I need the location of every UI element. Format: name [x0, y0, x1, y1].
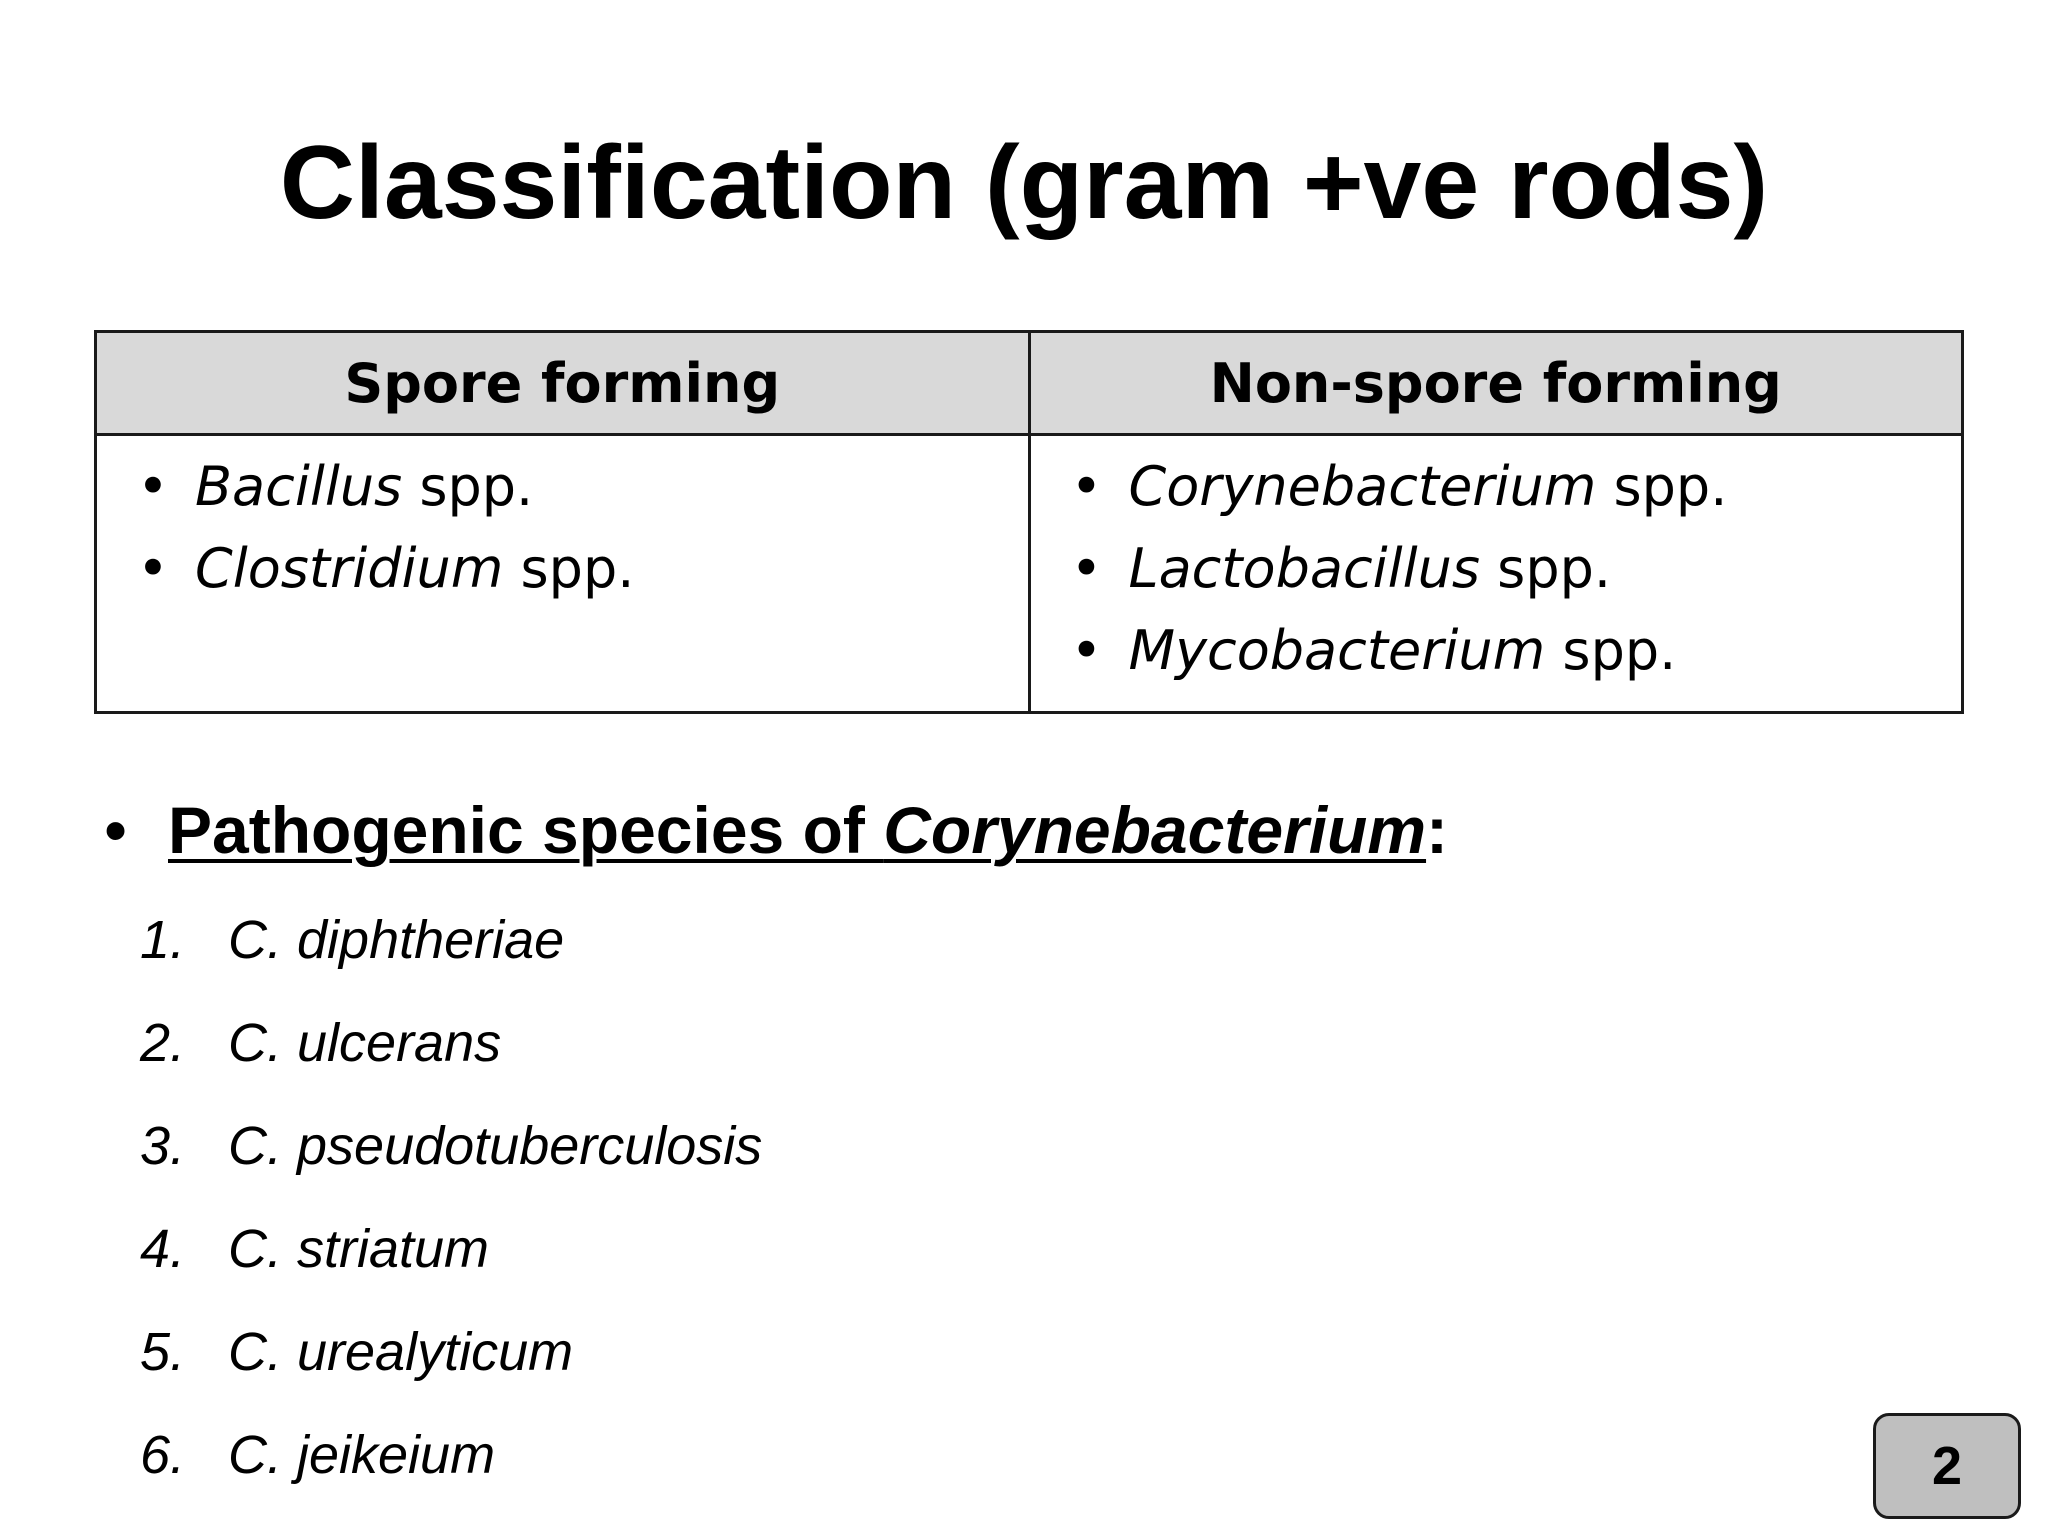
bullet-icon: •	[104, 793, 128, 867]
table-header-row	[96, 332, 1963, 435]
item-number: 5.	[140, 1322, 186, 1382]
species-name: C. jeikeium	[228, 1425, 496, 1485]
pathogenic-genus: Corynebacterium	[883, 793, 1427, 867]
bullet-icon: •	[137, 537, 169, 600]
genus-suffix: spp.	[1596, 455, 1728, 518]
genus-suffix: spp.	[1545, 619, 1677, 682]
bullet-icon: •	[1070, 619, 1103, 682]
species-list	[140, 900, 762, 1518]
species-name: C. ulcerans	[228, 1013, 502, 1073]
page-number-badge: 2	[1873, 1413, 2021, 1519]
list-item	[140, 1415, 762, 1518]
pathogenic-lead: Pathogenic species of	[168, 793, 884, 867]
pathogenic-heading	[104, 790, 1448, 870]
genus-name: Lactobacillus	[1128, 537, 1481, 600]
genus-name: Corynebacterium	[1128, 455, 1597, 518]
bullet-icon: •	[1070, 455, 1103, 518]
pathogenic-heading-text	[168, 793, 1426, 867]
list-item	[140, 1106, 762, 1209]
list-item	[140, 1209, 762, 1312]
genus-name: Bacillus	[195, 455, 403, 518]
list-item	[1071, 528, 1962, 610]
bullet-icon: •	[1070, 537, 1103, 600]
list-item	[137, 528, 1028, 610]
list-item	[1071, 610, 1962, 692]
cell-non-spore-forming	[1029, 435, 1963, 713]
genus-suffix: spp.	[402, 455, 534, 518]
pathogenic-colon: :	[1426, 793, 1449, 867]
item-number: 1.	[140, 910, 186, 970]
cell-spore-forming	[96, 435, 1030, 713]
list-item	[140, 1003, 762, 1106]
list-item	[140, 900, 762, 1003]
species-name: C. pseudotuberculosis	[228, 1116, 763, 1176]
species-name: C. diphtheriae	[228, 910, 565, 970]
list-item	[1071, 446, 1962, 528]
header-spore-forming: Spore forming	[96, 332, 1030, 435]
list-item	[140, 1312, 762, 1415]
bullet-icon: •	[137, 455, 169, 518]
non-spore-forming-list	[1031, 446, 1962, 692]
slide-title: Classification (gram +ve rods)	[279, 125, 1769, 241]
species-name: C. urealyticum	[228, 1322, 574, 1382]
genus-suffix: spp.	[503, 537, 635, 600]
item-number: 6.	[140, 1425, 186, 1485]
header-non-spore-forming: Non-spore forming	[1029, 332, 1963, 435]
table-body-row	[96, 435, 1963, 713]
item-number: 2.	[140, 1013, 186, 1073]
item-number: 4.	[140, 1219, 186, 1279]
species-name: C. striatum	[228, 1219, 490, 1279]
spore-forming-list	[97, 446, 1028, 610]
classification-table	[94, 330, 1964, 714]
item-number: 3.	[140, 1116, 186, 1176]
genus-name: Mycobacterium	[1128, 619, 1546, 682]
genus-name: Clostridium	[195, 537, 504, 600]
list-item	[137, 446, 1028, 528]
genus-suffix: spp.	[1480, 537, 1612, 600]
